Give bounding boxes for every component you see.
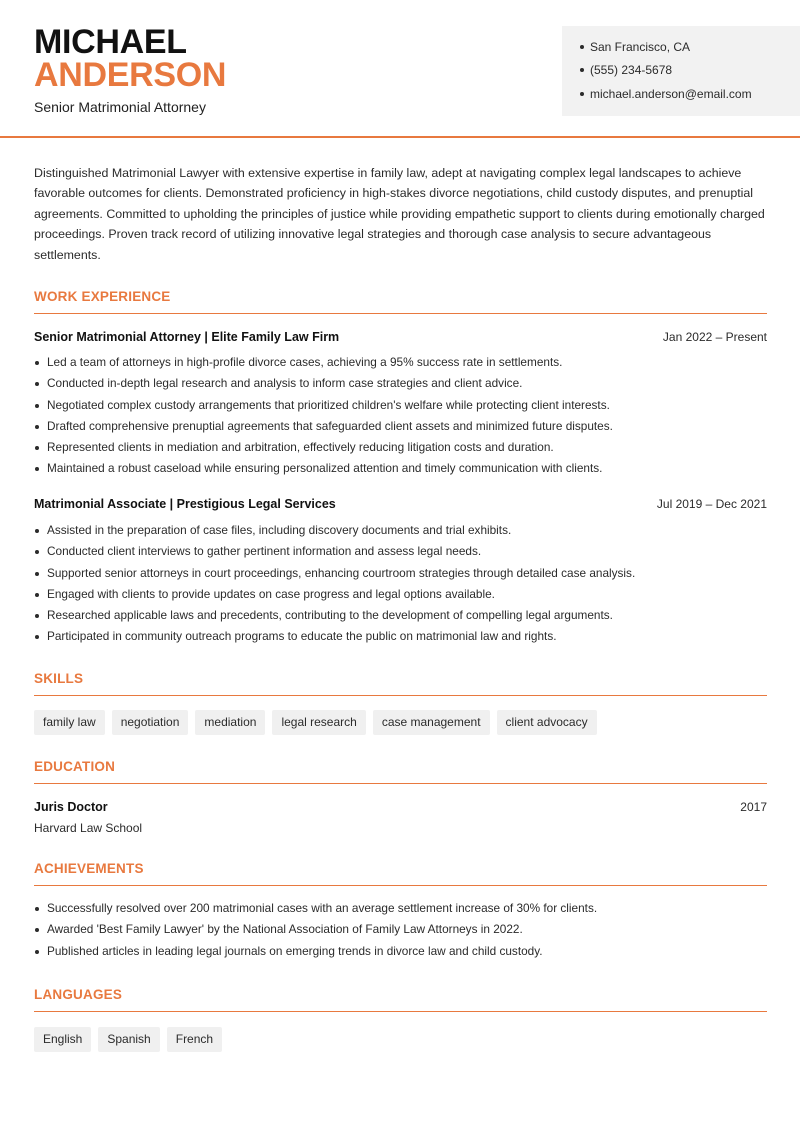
contact-box	[562, 26, 800, 116]
skill-tag: legal research	[272, 710, 365, 735]
contact-email	[580, 87, 752, 101]
contact-phone	[580, 63, 672, 77]
last-name: ANDERSON	[34, 56, 227, 94]
education-year: 2017	[740, 800, 767, 814]
languages-list	[34, 1027, 222, 1052]
resume-header	[0, 0, 800, 138]
section-title-work: WORK EXPERIENCE	[34, 289, 767, 314]
email-text: michael.anderson@email.com	[590, 87, 752, 101]
list-item: Supported senior attorneys in court proceedings, enhancing courtroom strategies through detailed case analysis.	[34, 563, 767, 584]
skill-tag: family law	[34, 710, 105, 735]
location-text: San Francisco, CA	[590, 40, 691, 54]
list-item: Conducted client interviews to gather pertinent information and assess legal needs.	[34, 541, 767, 562]
job-header	[34, 330, 767, 344]
language-tag: Spanish	[98, 1027, 159, 1052]
job-bullets	[34, 352, 767, 480]
list-item: Maintained a robust caseload while ensuring personalized attention and timely communication with clients.	[34, 458, 767, 479]
list-item: Participated in community outreach programs to educate the public on matrimonial law and rights.	[34, 626, 767, 647]
achievements-list	[34, 898, 767, 962]
contact-location	[580, 40, 690, 54]
language-tag: English	[34, 1027, 91, 1052]
summary: Distinguished Matrimonial Lawyer with extensive expertise in family law, adept at navigating complex legal landscapes to achieve favorable outcomes for clients. Demonstrated proficiency in high-stakes divorce negotiations, child custody disputes, and prenuptial agreements. Committed to upholding the principles of justice while providing empathetic support to clients during emotionally charged proceedings. Proven track record of utilizing innovative legal strategies and thorough case analysis to secure advantageous settlements.	[34, 166, 765, 262]
phone-text: (555) 234-5678	[590, 63, 673, 77]
section-title-languages: LANGUAGES	[34, 987, 767, 1012]
bullet-icon	[580, 45, 584, 49]
skill-tag: mediation	[195, 710, 265, 735]
skill-tag: case management	[373, 710, 490, 735]
skills-list	[34, 710, 597, 735]
job-dates: Jul 2019 – Dec 2021	[656, 497, 767, 511]
list-item: Published articles in leading legal journals on emerging trends in divorce law and child custody.	[34, 941, 767, 962]
bullet-icon	[580, 68, 584, 72]
first-name: MICHAEL	[34, 23, 187, 61]
list-item: Engaged with clients to provide updates on case progress and legal options available.	[34, 584, 767, 605]
job-title-text: Senior Matrimonial Attorney | Elite Family Law Firm	[34, 330, 340, 344]
list-item: Conducted in-depth legal research and analysis to inform case strategies and client advice.	[34, 373, 767, 394]
list-item: Researched applicable laws and precedents, contributing to the development of compelling legal arguments.	[34, 605, 767, 626]
list-item: Represented clients in mediation and arbitration, effectively reducing litigation costs and duration.	[34, 437, 767, 458]
bullet-icon	[580, 92, 584, 96]
skill-tag: client advocacy	[497, 710, 597, 735]
language-tag: French	[167, 1027, 222, 1052]
job-header	[34, 497, 767, 511]
job-title-text: Matrimonial Associate | Prestigious Legal Services	[34, 497, 336, 511]
list-item: Successfully resolved over 200 matrimonial cases with an average settlement increase of 30% for clients.	[34, 898, 767, 919]
list-item: Led a team of attorneys in high-profile divorce cases, achieving a 95% success rate in settlements.	[34, 352, 767, 373]
education-degree: Juris Doctor	[34, 800, 108, 814]
list-item: Drafted comprehensive prenuptial agreements that safeguarded client assets and minimized future disputes.	[34, 416, 767, 437]
section-title-education: EDUCATION	[34, 759, 767, 784]
list-item: Negotiated complex custody arrangements that prioritized children's welfare while protecting client interests.	[34, 395, 767, 416]
job-dates: Jan 2022 – Present	[662, 330, 767, 344]
job-bullets	[34, 520, 767, 648]
list-item: Assisted in the preparation of case files, including discovery documents and trial exhibits.	[34, 520, 767, 541]
section-title-skills: SKILLS	[34, 671, 767, 696]
job-title: Senior Matrimonial Attorney	[34, 99, 206, 115]
skill-tag: negotiation	[112, 710, 189, 735]
education-school: Harvard Law School	[34, 821, 143, 835]
list-item: Awarded 'Best Family Lawyer' by the National Association of Family Law Attorneys in 2022.	[34, 919, 767, 940]
section-title-achievements: ACHIEVEMENTS	[34, 861, 767, 886]
